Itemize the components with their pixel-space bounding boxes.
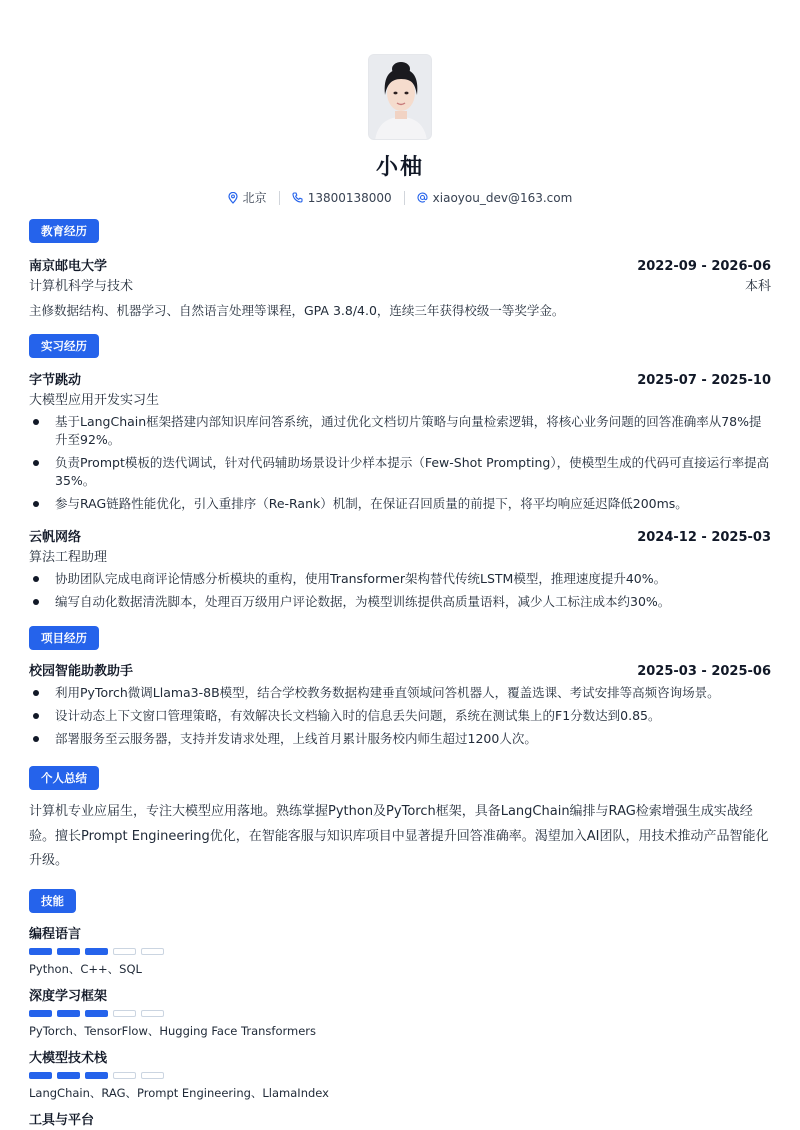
school-name: 南京邮电大学: [29, 259, 108, 274]
list-item: 部署服务至云服务器，支持并发请求处理，上线首月累计服务校内师生超过1200人次。: [29, 730, 771, 748]
internship-entry: [29, 369, 771, 513]
list-item: 基于LangChain框架搭建内部知识库问答系统，通过优化文档切片策略与向量检索逻辑，将核心业务问题的回答准确率从78%提升至92%。: [29, 413, 771, 449]
project-dates: 2025-03 - 2025-06: [637, 664, 771, 679]
skill-item: [29, 985, 771, 1039]
company-name: 云帆网络: [29, 530, 82, 545]
section-title: 教育经历: [29, 219, 99, 243]
list-item: 设计动态上下文窗口管理策略，有效解决长文档输入时的信息丢失问题，系统在测试集上的F1分数达到0.85。: [29, 707, 771, 725]
list-item: 协助团队完成电商评论情感分析模块的重构，使用Transformer架构替代传统LSTM模型，推理速度提升40%。: [29, 570, 771, 588]
list-item: 编写自动化数据清洗脚本，处理百万级用户评论数据，为模型训练提供高质量语料，减少人工标注成本约30%。: [29, 593, 771, 611]
summary-line: 计算机专业应届生，专注大模型应用落地。熟练掌握Python及PyTorch框架，具备LangChain编排与RAG检索增强生成实战经: [29, 804, 753, 819]
level-segment-filled: [29, 948, 52, 955]
skill-item: [29, 1047, 771, 1101]
section-title: 实习经历: [29, 334, 99, 358]
map-pin-icon: [228, 192, 238, 204]
level-segment-empty: [141, 1010, 164, 1017]
internship-entry: [29, 526, 771, 611]
resume-header: [0, 0, 800, 206]
summary-line: 升级。: [29, 853, 69, 868]
skill-level-bar: [29, 1010, 771, 1017]
education-detail: 主修数据结构、机器学习、自然语言处理等课程，GPA 3.8/4.0，连续三年获得校级一等奖学金。: [29, 303, 565, 318]
contact-email: [405, 191, 585, 205]
degree: 本科: [744, 279, 771, 294]
skill-level-bar: [29, 1072, 771, 1079]
list-item: 利用PyTorch微调Llama3-8B模型，结合学校教务数据构建垂直领域问答机器人，覆盖选课、考试安排等高频咨询场景。: [29, 684, 771, 702]
summary-line: 验。擅长Prompt Engineering优化，在智能客服与知识库项目中显著提升回答准确率。渴望加入AI团队，用技术推动产品智能化: [29, 828, 769, 844]
internship-dates: 2024-12 - 2025-03: [637, 530, 771, 545]
level-segment-filled: [85, 948, 108, 955]
skill-description: PyTorch、TensorFlow、Hugging Face Transformers: [29, 1024, 317, 1038]
skill-name: 深度学习框架: [29, 989, 108, 1004]
project-header: [29, 660, 771, 679]
skill-item: [29, 1109, 771, 1130]
skills-section: [29, 889, 771, 1130]
summary-section: [29, 766, 771, 874]
project-section: [29, 626, 771, 748]
skill-description: Python、C++、SQL: [29, 962, 142, 976]
level-segment-filled: [29, 1072, 52, 1079]
education-row: [29, 255, 771, 274]
skill-name: 大模型技术栈: [29, 1051, 108, 1066]
section-title: 个人总结: [29, 766, 99, 790]
at-sign-icon: [417, 192, 428, 203]
bullet-list: [29, 684, 771, 748]
list-item: 负责Prompt模板的迭代调试，针对代码辅助场景设计少样本提示（Few-Shot Prompting），使模型生成的代码可直接运行率提高35%。: [29, 454, 771, 490]
avatar: [368, 54, 432, 140]
skill-item: [29, 923, 771, 977]
skill-level-bar: [29, 948, 771, 955]
contact-phone: [280, 191, 404, 205]
level-segment-empty: [141, 1072, 164, 1079]
job-role: 算法工程助理: [29, 550, 108, 565]
skill-name: 编程语言: [29, 927, 82, 942]
major: 计算机科学与技术: [29, 279, 134, 294]
level-segment-filled: [85, 1010, 108, 1017]
contact-location: [216, 189, 279, 206]
education-section: [29, 219, 771, 320]
skills-list: [29, 923, 771, 1130]
section-title: 项目经历: [29, 626, 99, 650]
education-subrow: [29, 275, 771, 294]
candidate-name: 小柚: [375, 155, 424, 180]
level-segment-filled: [57, 1072, 80, 1079]
internship-dates: 2025-07 - 2025-10: [637, 373, 771, 388]
job-role: 大模型应用开发实习生: [29, 393, 160, 408]
internship-header: [29, 526, 771, 545]
education-dates: 2022-09 - 2026-06: [637, 259, 771, 274]
level-segment-empty: [113, 948, 136, 955]
bullet-list: [29, 570, 771, 611]
internship-header: [29, 369, 771, 388]
level-segment-filled: [57, 948, 80, 955]
skill-description: LangChain、RAG、Prompt Engineering、LlamaIndex: [29, 1086, 329, 1100]
level-segment-empty: [141, 948, 164, 955]
phone-text[interactable]: 13800138000: [307, 190, 392, 205]
level-segment-empty: [113, 1072, 136, 1079]
location-text: 北京: [242, 191, 267, 205]
bullet-list: [29, 413, 771, 513]
skill-name: 工具与平台: [29, 1113, 95, 1128]
level-segment-filled: [57, 1010, 80, 1017]
phone-icon: [292, 192, 303, 203]
contact-info: [0, 189, 800, 206]
level-segment-filled: [85, 1072, 108, 1079]
section-title: 技能: [29, 889, 76, 913]
email-text[interactable]: xiaoyou_dev@163.com: [432, 190, 573, 205]
project-name: 校园智能助教助手: [29, 664, 134, 679]
level-segment-filled: [29, 1010, 52, 1017]
avatar-portrait: [369, 55, 432, 140]
internship-section: [29, 334, 771, 611]
level-segment-empty: [113, 1010, 136, 1017]
list-item: 参与RAG链路性能优化，引入重排序（Re-Rank）机制，在保证召回质量的前提下，将平均响应延迟降低200ms。: [29, 495, 771, 513]
company-name: 字节跳动: [29, 373, 82, 388]
summary-text: [29, 800, 771, 874]
